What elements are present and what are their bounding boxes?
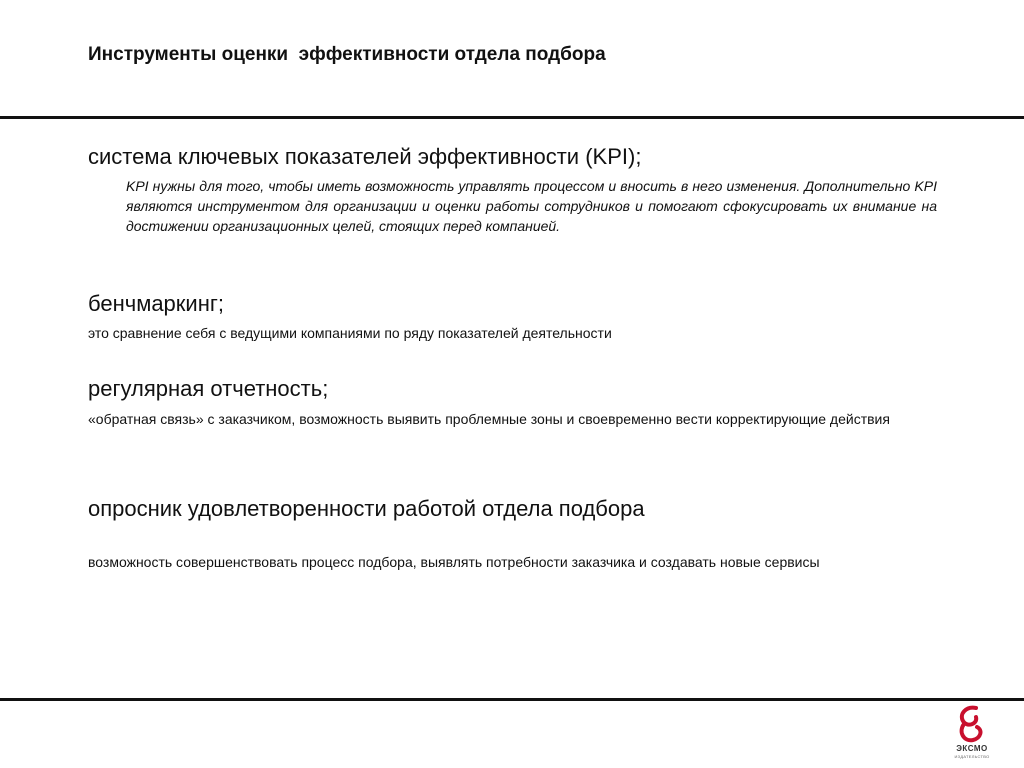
section-heading-survey: опросник удовлетворенности работой отдела подбора — [88, 496, 645, 521]
section-text-benchmarking: это сравнение себя с ведущими компаниями по ряду показателей деятельности — [88, 325, 612, 341]
section-heading-benchmarking: бенчмаркинг; — [88, 291, 224, 316]
eksmo-logo-icon — [946, 702, 998, 762]
top-divider — [0, 116, 1024, 119]
logo-subtitle: ИЗДАТЕЛЬСТВО — [954, 754, 990, 759]
section-heading-reporting: регулярная отчетность; — [88, 376, 329, 401]
section-text-kpi: KPI нужны для того, чтобы иметь возможность управлять процессом и вносить в него изменения. Дополнительно KPI являются инструментом для организации и оценки работы сотрудников и помогают сфокусировать их внимание на достижении организационных целей, стоящих перед компанией. — [126, 178, 937, 234]
bottom-divider — [0, 698, 1024, 701]
section-text-survey: возможность совершенствовать процесс подбора, выявлять потребности заказчика и создавать новые сервисы — [88, 554, 820, 570]
section-heading-kpi: система ключевых показателей эффективности (KPI); — [88, 144, 642, 169]
logo-name: ЭКСМО — [956, 744, 988, 753]
section-text-reporting: «обратная связь» с заказчиком, возможность выявить проблемные зоны и своевременно вести корректирующие действия — [88, 411, 890, 427]
page-title: Инструменты оценки эффективности отдела подбора — [88, 44, 606, 65]
